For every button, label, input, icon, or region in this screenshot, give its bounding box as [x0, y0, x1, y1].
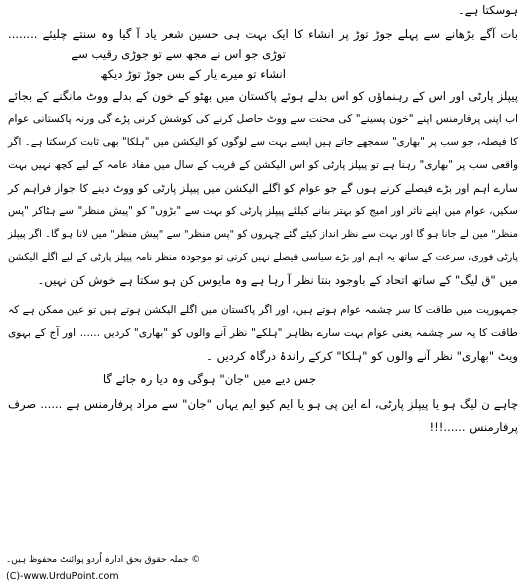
text-line: بات آگے بڑھانے سے پہلے جوڑ توڑ پر انشاء کا ایک بہت ہی حسین شعر یاد آ گیا وہ سنتے چلیئے ........	[8, 27, 518, 41]
text-line: پارٹی فوری، سرعت کے ساتھ یہ اہم اور بڑے سیاسی فیصلے نہیں کرتی تو موجودہ منظر نامہ پیپلز پارٹی کے لیے اگلے الیکشن	[8, 252, 518, 263]
copyright-notice: © جملہ حقوق بحق ادارہ اُردو پوائنٹ محفوظ ہیں۔	[6, 555, 201, 565]
couplet-line: انشاء تو میرے یار کے بس جوڑ توڑ دیکھ	[100, 67, 286, 81]
text-line: ہوسکتا ہے۔	[458, 3, 518, 17]
text-line: پرفارمنس ......!!!	[429, 420, 518, 434]
source-url: (C)-www.UrduPoint.com	[6, 571, 119, 582]
text-line: ویٹ "بھاری" نظر آنے والوں کو "ہلکا" کرکے راندۂ درگاہ کردیں ۔	[206, 349, 518, 363]
text-line: منظر" میں لے جانا ہو گا اور بہت سے نظر انداز کیئے گئے چہروں کو "پس منظر" سے "پیش منظر" میں لانا ہو گا۔ اگر پیپلز	[8, 229, 518, 240]
text-line: چاہے ن لیگ ہو یا پیپلز پارٹی، اے این پی ہو یا ایم کیو ایم یہاں "جان" سے مراد پرفارمنس ہے ...... صرف	[8, 397, 518, 411]
text-line: طاقت کا یہ سر چشمہ یعنی عوام بہت سارے بظاہر "ہلکے" نظر آنے والوں کو "بھاری" کردیں ...... اور آج کے بہوی	[8, 327, 518, 339]
text-line: میں "ق لیگ" کے ساتھ اتحاد کے باوجود بنتا نظر آ رہا ہے وہ مایوس کن ہو سکتا ہے خوش کن نہیں۔	[37, 273, 518, 287]
text-line: اب اپنی پرفارمنس اپنے "خون پسینے" کی محنت سے ووٹ حاصل کرنے کی کوشش کرنی پڑے گی ورنہ پاکستانی عوام	[8, 113, 518, 125]
text-line: واقعی سب پر "بھاری" رہنا ہے تو پیپلز پارٹی کو اس الیکشن کے قریب کے سال میں مفاد عامہ کے لیے کچھ نہیں بہت	[8, 159, 518, 171]
text-line: سکیں، عوام میں اپنے تاثر اور امیج کو بہتر بنانے کیلئے پیپلز پارٹی کو بہت سے "بڑوں" کو "پیش منظر" سے ہٹاکر "پس	[8, 205, 518, 217]
text-line: سارے اہم اور بڑے فیصلے کرنے ہوں گے جو عوام کو اگلے الیکشن میں پیپلز پارٹی کو ووٹ دینے کا جواز فراہم کر	[8, 182, 518, 195]
text-line: کا فیصلہ، جو سب پر "بھاری" سمجھے جاتے ہیں ایسے بہت سے لوگوں کو الیکشن میں "ہلکا" بھی ثابت کرسکتا ہے۔ اگر	[8, 137, 518, 148]
couplet-line: توڑی جو اس نے مجھ سے تو جوڑی رقیب سے	[71, 47, 286, 61]
couplet-line: جس دیے میں "جان" ہوگی وہ دیا رہ جائے گا	[102, 372, 316, 386]
text-line: جمہوریت میں طاقت کا سر چشمہ عوام ہوتے ہیں، اور اگر پاکستان میں اگلے الیکشن ہوتے ہیں تو عین ممکن ہے کہ	[8, 304, 518, 316]
text-line: پیپلز پارٹی اور اس کے رہنماؤں کو اس بدلے ہوئے پاکستان میں بھٹو کے خون کے بدلے ووٹ مانگنے کے بجائے	[8, 89, 518, 103]
